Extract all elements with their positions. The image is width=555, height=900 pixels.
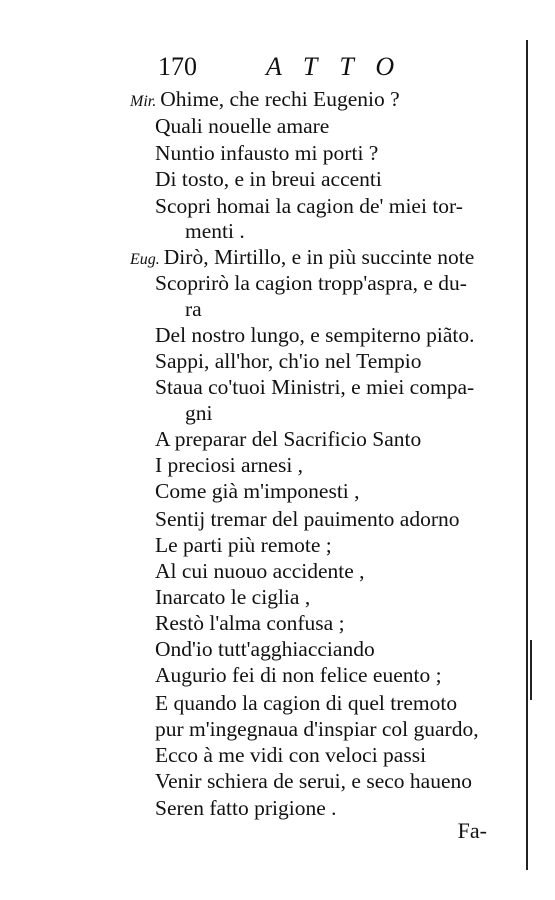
verse-line [155, 558, 365, 584]
verse-line [155, 742, 426, 768]
verse-text: Ohime, che rechi Eugenio ? [160, 87, 400, 111]
running-title: ATTO [266, 52, 417, 81]
verse-text: Sentij tremar del pauimento adorno [155, 507, 460, 531]
verse-line [155, 322, 474, 348]
verse-line [155, 610, 345, 636]
verse-text: Le parti più remote ; [155, 533, 332, 557]
verse-line [155, 348, 422, 374]
verse-text: Staua co'tuoi Ministri, e miei compa- [155, 375, 475, 399]
verse-line [155, 795, 337, 821]
verse-text: Di tosto, e in breui accenti [155, 167, 382, 191]
verse-text: Come già m'imponesti , [155, 479, 360, 503]
verse-text: Quali nouelle amare [155, 114, 330, 138]
verse-line [155, 506, 460, 532]
catchword: Fa- [457, 818, 487, 843]
verse-text: Restò l'alma confusa ; [155, 611, 345, 635]
verse-line [155, 426, 421, 452]
speaker-label: Eug. [130, 251, 160, 268]
verse-text: E quando la cagion di quel tremoto [155, 691, 458, 715]
verse-line [185, 218, 245, 244]
verse-text: Nuntio infausto mi porti ? [155, 141, 379, 165]
verse-line [155, 270, 467, 296]
verse-text: Inarcato le ciglia , [155, 585, 311, 609]
verse-line [155, 452, 303, 478]
verse-line [155, 113, 329, 139]
page-header [158, 52, 448, 86]
verse-line [155, 768, 472, 794]
verse-line [155, 636, 375, 662]
verse-line [155, 374, 474, 400]
verse-line [155, 532, 332, 558]
verse-text: A preparar del Sacrificio Santo [155, 427, 422, 451]
verse-line [155, 662, 442, 688]
verse-line [130, 86, 400, 115]
verse-line [185, 400, 212, 426]
verse-text: Scoprirò la cagion tropp'aspra, e du- [155, 271, 467, 295]
verse-line [155, 716, 479, 742]
verse-text: I preciosi arnesi , [155, 453, 304, 477]
speaker-label: Mir. [130, 93, 157, 110]
verse-text: Del nostro lungo, e sempiterno piãto. [155, 323, 475, 347]
verse-line [155, 690, 457, 716]
verse-text: pur m'ingegnaua d'inspiar col guardo, [155, 717, 479, 741]
verse-line [155, 584, 310, 610]
verse-line [155, 140, 378, 166]
verse-text: Sappi, all'hor, ch'io nel Tempio [155, 349, 422, 373]
verse-line [155, 478, 360, 504]
verse-text: ra [185, 297, 202, 321]
verse-line [155, 166, 382, 192]
verse-text: Ond'io tutt'agghiacciando [155, 637, 375, 661]
verse-text: menti . [185, 219, 245, 243]
verse-text: Venir schiera de serui, e seco haueno [155, 769, 472, 793]
verse-text: Al cui nuouo accidente , [155, 559, 365, 583]
page-edge-line [526, 40, 528, 870]
verse-text: gni [185, 401, 213, 425]
verse-line [185, 296, 202, 322]
verse-text: Scopri homai la cagion de' miei tor- [155, 194, 463, 218]
page-edge-mark [530, 640, 532, 700]
verse-text: Dirò, Mirtillo, e in più succinte note [163, 245, 475, 269]
verse-text: Seren fatto prigione . [155, 796, 337, 820]
verse-text: Augurio fei di non felice euento ; [155, 663, 442, 687]
verse-line [130, 244, 474, 273]
verse-line [155, 193, 463, 219]
page-number: 170 [158, 52, 197, 81]
verse-text: Ecco à me vidi con veloci passi [155, 743, 427, 767]
